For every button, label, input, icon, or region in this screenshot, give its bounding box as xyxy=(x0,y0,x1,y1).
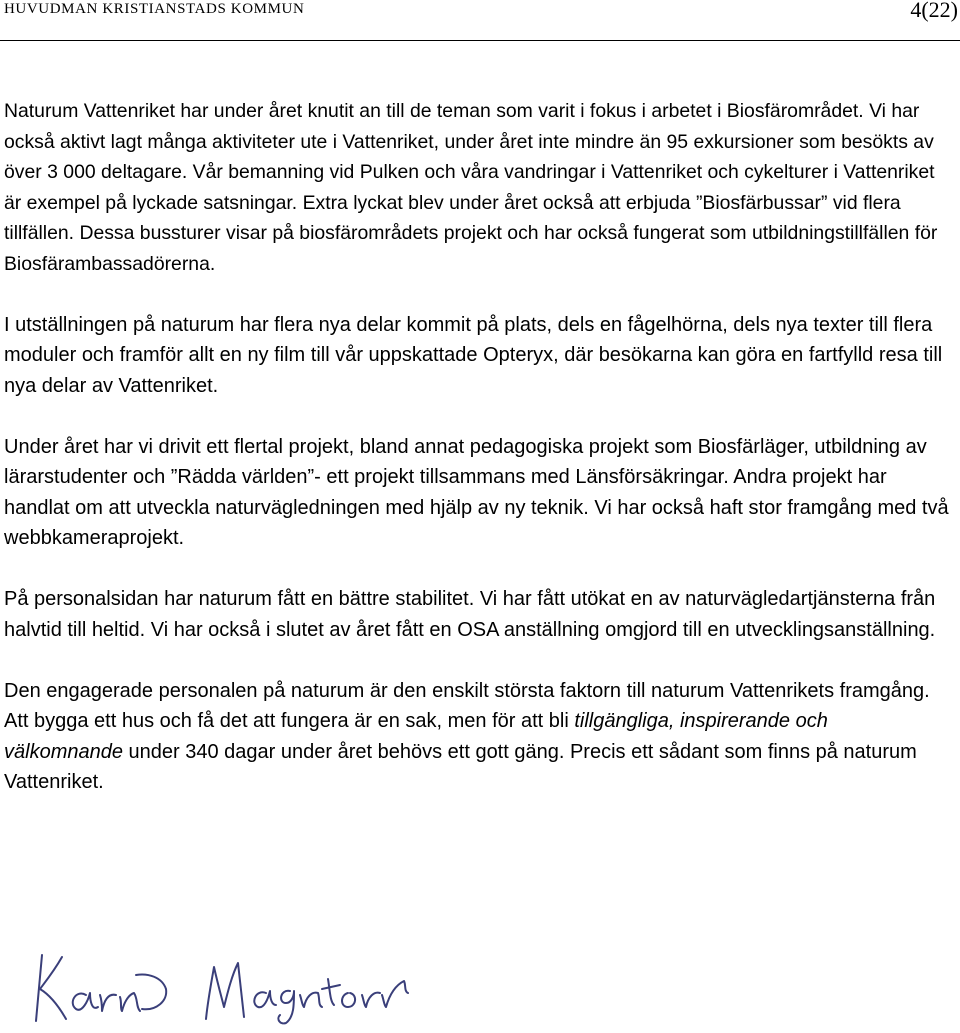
closing-text-emphasis: tillgängliga, inspirerande och välkomnande xyxy=(4,710,828,763)
paragraph-staffing: På personalsidan har naturum fått en bättre stabilitet. Vi har fått utökat en av naturvägledartjänsterna från halvtid till heltid. Vi har också i slutet av året fått en OSA anställning omgjord till en utvecklingsanställning. xyxy=(4,588,936,641)
handwritten-signature xyxy=(28,945,418,1025)
page-header xyxy=(0,0,960,42)
header-rule xyxy=(0,40,960,41)
closing-text-end: under 340 dagar under året behövs ett gott gäng. Precis ett sådant som finns på naturum Vattenriket. xyxy=(4,740,917,793)
paragraph-closing xyxy=(4,676,949,798)
document-body xyxy=(4,96,949,828)
paragraph-naturum-activities: Naturum Vattenriket har under året knutit an till de teman som varit i fokus i arbetet i Biosfärområdet. Vi har också aktivt lagt många aktiviteter ute i Vattenriket, under året inte mindre än 95 exkursioner som besökts av över 3 000 deltagare. Vår bemanning vid Pulken och våra vandringar i Vattenriket och cykelturer i Vattenriket är exempel på lyckade satsningar. Extra lyckat blev under året också att erbjuda ”Biosfärbussar” vid flera tillfällen. Dessa bussturer visar på biosfärområdets projekt och har också fungerat som utbildningstillfällen för Biosfärambassadörerna. xyxy=(4,100,938,275)
paragraph-exhibition: I utställningen på naturum har flera nya delar kommit på plats, dels en fågelhörna, dels nya texter till flera moduler och framför allt en ny film till vår uppskattade Opteryx, där besökarna kan göra en fartfylld resa till nya delar av Vattenriket. xyxy=(4,313,943,397)
organization-name: HUVUDMAN KRISTIANSTADS KOMMUN xyxy=(4,1,305,17)
page-number: 4(22) xyxy=(910,0,958,22)
paragraph-projects: Under året har vi drivit ett flertal projekt, bland annat pedagogiska projekt som Biosfärläger, utbildning av lärarstudenter och ”Rädda världen”- ett projekt tillsammans med Länsförsäkringar. Andra projekt har handlat om att utveckla naturvägledningen med hjälp av ny teknik. Vi har också haft stor framgång med två webbkameraprojekt. xyxy=(4,435,949,549)
closing-text-start: Den engagerade personalen på naturum är den enskilt största faktorn till naturum Vattenrikets framgång. Att bygga ett hus och få det att fungera är en sak, men för att bli xyxy=(4,679,930,732)
